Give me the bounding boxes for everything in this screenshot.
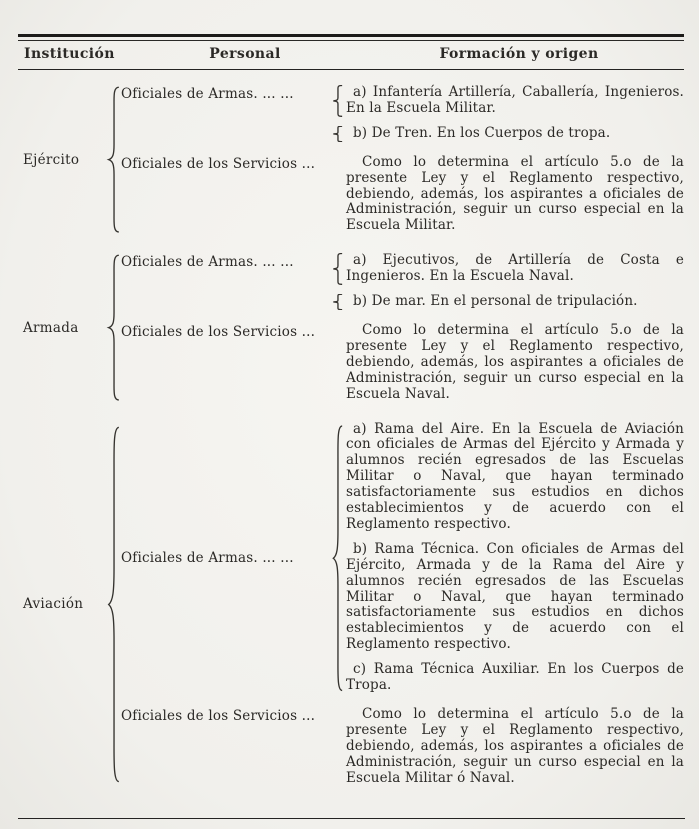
table-row-ejercito bbox=[18, 76, 684, 244]
formation-item-text: Como lo determina el artículo 5.o de la presente Ley y el Reglamento respectivo, debiendo, además, los aspirantes a oficiales de Administración, seguir un curso especial en la Escuela Naval. bbox=[346, 321, 684, 402]
bottom-rule bbox=[18, 818, 685, 819]
brace-spacer bbox=[331, 707, 344, 787]
personal-label: Oficiales de los Servicios ... bbox=[121, 708, 316, 724]
group-armas bbox=[121, 85, 684, 142]
formation-item-text: b) De mar. En el personal de tripulación. bbox=[353, 293, 638, 310]
formation-entry bbox=[331, 253, 684, 285]
formation-item-text: b) Rama Técnica. Con oficiales de Armas del Ejército, Armada y de la Rama del Aire y alumnos recién egresados de las Escuelas Militar o Naval, que hayan terminado satisfactoriamente sus estudios en dichos establecimientos y de acuerdo con el Reglamento respectivo. bbox=[346, 540, 684, 653]
formation-item-text: b) De Tren. En los Cuerpos de tropa. bbox=[353, 124, 611, 141]
formation-item-text: a) Ejecutivos, de Artillería de Costa e Ingenieros. En la Escuela Naval. bbox=[346, 252, 684, 285]
table-header bbox=[18, 41, 684, 69]
formation-item-text: a) Rama del Aire. En la Escuela de Aviación con oficiales de Armas del Ejército y Armada y alumnos recién egresados de las Escuelas Militar o Naval, que hayan terminado satisfactoriamente sus estudios en dichos establecimientos y de acuerdo con el Reglamento respectivo. bbox=[346, 420, 684, 532]
institution-brace-icon bbox=[106, 422, 121, 787]
personal-label: Oficiales de Armas. ... ... bbox=[121, 550, 294, 567]
group-armas bbox=[121, 422, 684, 695]
formation-brace-icon bbox=[331, 85, 344, 117]
group-servicios bbox=[121, 707, 684, 787]
formation-cell bbox=[331, 707, 684, 787]
formation-brace-icon bbox=[331, 294, 344, 310]
formation-entry bbox=[331, 155, 684, 235]
institution-brace-icon bbox=[106, 253, 121, 402]
brace-spacer bbox=[331, 323, 344, 403]
formation-item-text: Como lo determina el artículo 5.o de la presente Ley y el Reglamento respectivo, debiendo, además, los aspirantes a oficiales de Administración, seguir un curso especial en la Escuela Militar ó Naval. bbox=[346, 706, 684, 786]
formation-cell bbox=[331, 85, 684, 142]
personal-groups bbox=[121, 253, 684, 402]
brace-spacer bbox=[331, 155, 344, 235]
header-institucion: Institución bbox=[24, 46, 115, 62]
formation-entry bbox=[331, 126, 684, 142]
formation-item-text: c) Rama Técnica Auxiliar. En los Cuerpos de Tropa. bbox=[346, 661, 684, 694]
formation-entry bbox=[344, 422, 684, 533]
formation-item-text: a) Infantería Artillería, Caballería, Ingenieros. En la Escuela Militar. bbox=[346, 84, 684, 116]
formation-entry bbox=[331, 294, 684, 310]
top-double-rule bbox=[18, 34, 684, 41]
formation-cell bbox=[331, 253, 684, 310]
table-row-aviacion bbox=[18, 413, 684, 797]
formation-brace-icon bbox=[331, 126, 344, 142]
table-row-armada bbox=[18, 244, 684, 412]
formation-entry bbox=[344, 542, 684, 653]
formation-cell bbox=[344, 422, 684, 695]
personal-label: Oficiales de Armas. ... ... bbox=[121, 254, 294, 271]
formation-entry bbox=[331, 323, 684, 403]
group-servicios bbox=[121, 155, 684, 235]
group-armas bbox=[121, 253, 684, 310]
formation-cell bbox=[331, 323, 684, 403]
formation-entry bbox=[344, 662, 684, 694]
group-servicios bbox=[121, 323, 684, 403]
formation-item-text: Como lo determina el artículo 5.o de la presente Ley y el Reglamento respectivo, debiendo, además, los aspirantes a oficiales de Administración, seguir un curso especial en la Escuela Militar. bbox=[346, 153, 684, 234]
personal-groups bbox=[121, 422, 684, 787]
institution-label: Aviación bbox=[23, 596, 84, 613]
header-formacion: Formación y origen bbox=[439, 46, 599, 62]
personal-label: Oficiales de los Servicios ... bbox=[121, 323, 316, 340]
formation-brace-icon bbox=[331, 422, 344, 695]
header-personal: Personal bbox=[209, 46, 281, 62]
institution-label: Armada bbox=[23, 319, 79, 336]
personal-groups bbox=[121, 85, 684, 234]
institution-label: Ejército bbox=[23, 151, 80, 168]
personal-label: Oficiales de los Servicios ... bbox=[121, 155, 316, 172]
formation-cell bbox=[331, 155, 684, 235]
formation-entry bbox=[331, 707, 684, 787]
personal-label: Oficiales de Armas. ... ... bbox=[121, 86, 294, 102]
formation-brace-icon bbox=[331, 253, 344, 285]
table-body bbox=[18, 70, 684, 797]
institution-brace-icon bbox=[106, 85, 121, 234]
formation-entry bbox=[331, 85, 684, 117]
